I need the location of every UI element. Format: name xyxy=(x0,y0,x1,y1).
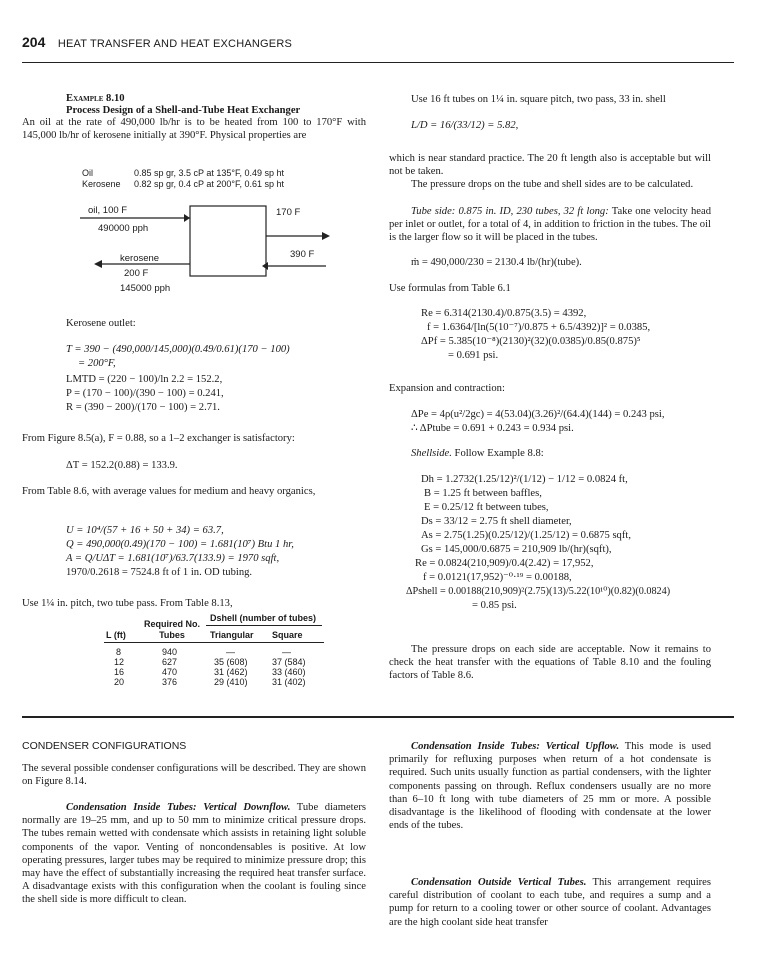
diagram-oil-flow: 490000 pph xyxy=(98,223,149,234)
calc5-line-4: Ds = 33/12 = 2.75 ft shell diameter, xyxy=(421,516,572,527)
calc1-line-1: T = 390 − (490,000/145,000)(0.49/0.61)(170 − 100) xyxy=(66,344,290,355)
table-header-triangular: Triangular xyxy=(210,630,254,640)
header-required-text: Required No. Tubes xyxy=(143,619,200,640)
conclusion-text: The pressure drops on each side are acceptable. Now it remains to check the heat transfer with the equations of Table 8.10 and the fouling factors of Table 8.6. xyxy=(389,644,711,682)
diagram-oil-in: oil, 100 F xyxy=(88,205,128,216)
expansion-label: Expansion and contraction: xyxy=(389,383,505,394)
calc5-line-8: f = 0.0121(17,952)⁻⁰·¹⁹ = 0.00188, xyxy=(423,572,572,583)
section-rule xyxy=(22,716,734,718)
tubeside-rest: Take one velocity head per inlet or outlet, for a total of 4, in addition to friction in the tubes. The oil is the larger flow so it will be placed in the tubes. xyxy=(389,206,711,244)
running-title: HEAT TRANSFER AND HEAT EXCHANGERS xyxy=(57,38,292,50)
diagram-oil-out: 170 F xyxy=(276,207,301,218)
delta-t: ΔT = 152.2(0.88) = 133.9. xyxy=(66,460,178,471)
shellside-rest: Follow Example 8.8: xyxy=(451,448,544,459)
downflow-text: Tube diameters normally are 19–25 mm, and up to 50 mm to minimize critical pressure drops. The tubes remain wetted with condensate which assists in retaining light soluble components of the vapor. Venting of noncondensables is positive. At low operating pressures, larger tubes may be required to minimize pressure drop; this may have the effect of substantially increasing the required heat transfer surface. A disadvantage exists with this configuration when the coolant is fouling since the shell side is more difficult to clean. xyxy=(22,802,366,906)
outside-text: This arrangement requires careful distribution of coolant to each tube, and requires a sump and a pump for return to a cooling tower or other source of coolant. Advantages are the high coolant side heat transfer xyxy=(389,877,711,928)
calc5-line-10: = 0.85 psi. xyxy=(472,600,517,611)
calc2-line-1: U = 10⁴/(57 + 16 + 50 + 34) = 63.7, xyxy=(66,525,224,536)
condenser-intro: The several possible condenser configurations will be described. They are shown on Figure 8.14. xyxy=(22,763,366,788)
row-2-triangular: 31 (462) xyxy=(214,667,248,677)
page-number: 204 xyxy=(22,34,46,50)
calc5-line-7: Re = 0.0824(210,909)/0.4(2.42) = 17,952, xyxy=(415,558,594,569)
outside-vertical-paragraph xyxy=(389,876,711,929)
row-3-triangular: 29 (410) xyxy=(214,677,248,687)
table-header-rule xyxy=(104,642,324,643)
row-0-triangular: — xyxy=(226,647,235,657)
page-header xyxy=(22,34,736,52)
standard-practice-text: which is near standard practice. The 20 ft length also is acceptable but will not be taken. xyxy=(389,153,711,178)
table-super-rule xyxy=(206,625,322,626)
row-2-length: 16 xyxy=(114,667,125,677)
calc1-line-2: = 200°F, xyxy=(78,358,116,369)
example-intro: An oil at the rate of 490,000 lb/hr is to be heated from 100 to 170°F with 145,000 lb/hr of kerosene initially at 390°F. Physical properties are xyxy=(22,117,366,142)
calc5-line-1: Dh = 1.2732(1.25/12)²/(1/12) − 1/12 = 0.0824 ft, xyxy=(421,474,628,485)
calc2-line-4: 1970/0.2618 = 7524.8 ft of 1 in. OD tubing. xyxy=(66,567,253,578)
mass-flow-per-tube: ṁ = 490,000/230 = 2130.4 lb/(hr)(tube). xyxy=(411,257,582,268)
calc4-line-2: ∴ ΔPtube = 0.691 + 0.243 = 0.934 psi. xyxy=(411,423,574,434)
figure-text: From Figure 8.5(a), F = 0.88, so a 1–2 exchanger is satisfactory: xyxy=(22,433,295,444)
calc5-line-9: ΔPshell = 0.00188(210,909)²(2.75)(13)/5.22(10¹⁰)(0.82)(0.0824) xyxy=(406,586,671,597)
upflow-text: This mode is used primarily for refluxing purposes when return of a hot condensate is required. Such units usually function as partial condensers, with the lighter components passing on through. Reflux condensers usually are no more than 6–10 ft long with tube diameters of 25 mm or more. A possible disadvantage is the likelihood of flooding with condensate at the lower ends of the tubes. xyxy=(389,741,711,832)
calc5-line-6: Gs = 145,000/0.6875 = 210,909 lb/(hr)(sqft), xyxy=(421,544,612,555)
row-2-square: 33 (460) xyxy=(272,667,306,677)
calc1-line-5: R = (390 − 200)/(170 − 100) = 2.71. xyxy=(66,402,220,413)
calc3-line-4: = 0.691 psi. xyxy=(448,350,499,361)
calc2-line-2: Q = 490,000(0.49)(170 − 100) = 1.681(10⁷) Btu 1 hr, xyxy=(66,539,294,550)
row-0-required: 940 xyxy=(162,647,178,657)
tubeside-lead: Tube side: 0.875 in. ID, 230 tubes, 32 ft long: xyxy=(411,206,609,217)
row-0-length: 8 xyxy=(116,647,122,657)
formulas-label: Use formulas from Table 6.1 xyxy=(389,283,511,294)
ld-ratio: L/D = 16/(33/12) = 5.82, xyxy=(411,120,519,131)
upflow-paragraph xyxy=(389,740,711,832)
calc5-line-3: E = 0.25/12 ft between tubes, xyxy=(424,502,549,513)
row-0-square: — xyxy=(282,647,291,657)
property-oil-value: 0.85 sp gr, 3.5 cP at 135°F, 0.49 sp ht xyxy=(134,168,285,178)
property-kerosene-value: 0.82 sp gr, 0.4 cP at 200°F, 0.61 sp ht xyxy=(134,179,285,189)
table-header-length: L (ft) xyxy=(106,630,126,640)
header-rule xyxy=(22,62,734,63)
pitch-text: Use 1¼ in. pitch, two tube pass. From Table 8.13, xyxy=(22,598,233,609)
property-kerosene-name: Kerosene xyxy=(82,179,121,189)
pressure-text: The pressure drops on the tube and shell sides are to be calculated. xyxy=(411,179,694,190)
table-super-header: Dshell (number of tubes) xyxy=(210,613,317,623)
table-header-required xyxy=(142,619,202,641)
row-1-length: 12 xyxy=(114,657,125,667)
calc5-line-5: As = 2.75(1.25)(0.25/12)/(1.25/12) = 0.6875 sqft, xyxy=(421,530,631,541)
tubeside-text xyxy=(389,205,711,245)
row-2-required: 470 xyxy=(162,667,178,677)
upflow-lead: Condensation Inside Tubes: Vertical Upflow. xyxy=(411,741,620,752)
calc1-line-4: P = (170 − 100)/(390 − 100) = 0.241, xyxy=(66,388,224,399)
diagram-kero-out-temp: 200 F xyxy=(124,268,149,279)
outside-lead: Condensation Outside Vertical Tubes. xyxy=(411,877,587,888)
row-3-square: 31 (402) xyxy=(272,677,306,687)
shellside-lead: Shellside. xyxy=(411,448,452,459)
use16-text: Use 16 ft tubes on 1¼ in. square pitch, two pass, 33 in. shell xyxy=(411,94,666,105)
diagram-kero-in: 390 F xyxy=(290,249,315,260)
condenser-heading: CONDENSER CONFIGURATIONS xyxy=(22,740,187,752)
diagram-kero-name: kerosene xyxy=(120,253,160,264)
downflow-lead: Condensation Inside Tubes: Vertical Downflow. xyxy=(66,802,291,813)
kerosene-outlet-label: Kerosene outlet: xyxy=(66,318,136,329)
calc3-line-1: Re = 6.314(2130.4)/0.875(3.5) = 4392, xyxy=(421,308,587,319)
example-title: Process Design of a Shell-and-Tube Heat Exchanger xyxy=(66,105,301,116)
table-header-square: Square xyxy=(272,630,303,640)
row-1-square: 37 (584) xyxy=(272,657,306,667)
shellside-text xyxy=(411,447,544,460)
row-1-triangular: 35 (608) xyxy=(214,657,248,667)
calc1-line-3: LMTD = (220 − 100)/ln 2.2 = 152.2, xyxy=(66,374,223,385)
calc2-line-3: A = Q/UΔT = 1.681(10⁷)/63.7(133.9) = 1970 sqft, xyxy=(66,553,280,564)
calc5-line-2: B = 1.25 ft between baffles, xyxy=(424,488,542,499)
row-3-required: 376 xyxy=(162,677,178,687)
row-3-length: 20 xyxy=(114,677,125,687)
table86-text: From Table 8.6, with average values for medium and heavy organics, xyxy=(22,486,316,497)
row-1-required: 627 xyxy=(162,657,178,667)
calc4-line-1: ΔPe = 4ρ(u²/2gc) = 4(53.04)(3.26)²/(64.4)(144) = 0.243 psi, xyxy=(411,409,665,420)
property-oil-name: Oil xyxy=(82,168,93,178)
example-label: Example 8.10 xyxy=(66,93,125,104)
downflow-paragraph xyxy=(22,801,366,907)
calc3-line-3: ΔPf = 5.385(10⁻⁸)(2130)²(32)(0.0385)/0.85(0.875)⁵ xyxy=(421,336,641,347)
diagram-kero-flow: 145000 pph xyxy=(120,283,171,294)
calc3-line-2: f = 1.6364/[ln(5(10⁻⁷)/0.875 + 6.5/4392)]² = 0.0385, xyxy=(427,322,651,333)
